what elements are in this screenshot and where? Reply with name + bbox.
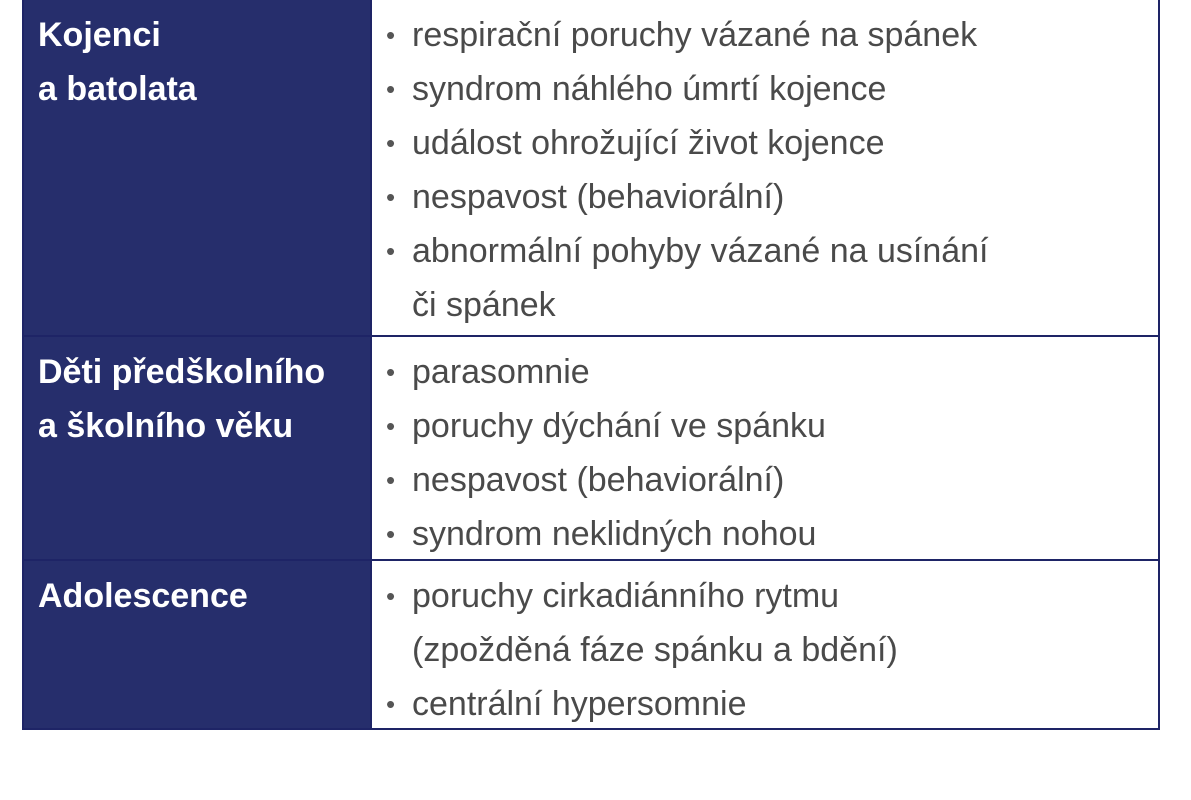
list-item-text: událost ohrožující život kojence — [412, 124, 885, 162]
list-item-text: nespavost (behaviorální) — [412, 461, 785, 499]
category-cell: Adolescence — [24, 561, 370, 728]
bullet-icon: • — [386, 357, 396, 387]
bullet-icon: • — [386, 182, 396, 212]
list-item — [386, 224, 1158, 332]
list-item-text: poruchy cirkadiánního rytmu (zpožděná fáze spánku a bdění) — [412, 577, 898, 669]
bullet-icon: • — [386, 519, 396, 549]
bullet-icon: • — [386, 128, 396, 158]
list-item — [386, 507, 1158, 561]
bullet-icon: • — [386, 465, 396, 495]
table-row — [24, 0, 1158, 335]
bullet-icon: • — [386, 689, 396, 719]
list-item-text: abnormální pohyby vázané na usínání či spánek — [412, 232, 989, 324]
list-item-text: centrální hypersomnie — [412, 685, 747, 723]
category-cell: Kojenci a batolata — [24, 0, 370, 335]
list-item — [386, 453, 1158, 507]
bullet-icon: • — [386, 74, 396, 104]
list-item-text: poruchy dýchání ve spánku — [412, 407, 826, 445]
bullet-icon: • — [386, 581, 396, 611]
sleep-disorders-table — [22, 0, 1160, 730]
table-row — [24, 559, 1158, 728]
category-cell: Děti předškolního a školního věku — [24, 337, 370, 559]
list-item — [386, 399, 1158, 453]
list-item-text: nespavost (behaviorální) — [412, 178, 785, 216]
list-item — [386, 116, 1158, 170]
list-item — [386, 677, 1158, 731]
bullet-icon: • — [386, 20, 396, 50]
list-item-text: respirační poruchy vázané na spánek — [412, 16, 978, 54]
list-item — [386, 345, 1158, 399]
bullet-icon: • — [386, 236, 396, 266]
table-row — [24, 335, 1158, 559]
items-cell — [370, 561, 1158, 728]
bullet-icon: • — [386, 411, 396, 441]
list-item — [386, 8, 1158, 62]
items-cell — [370, 337, 1158, 559]
list-item — [386, 170, 1158, 224]
list-item — [386, 62, 1158, 116]
list-item — [386, 569, 1158, 677]
list-item-text: parasomnie — [412, 353, 590, 391]
list-item-text: syndrom neklidných nohou — [412, 515, 817, 553]
list-item-text: syndrom náhlého úmrtí kojence — [412, 70, 887, 108]
items-cell — [370, 0, 1158, 335]
